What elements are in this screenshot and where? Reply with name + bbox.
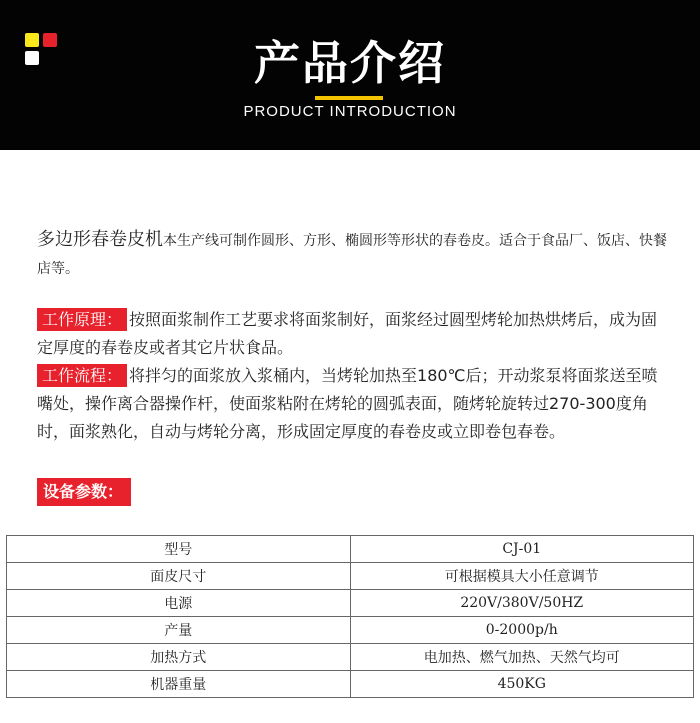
title-underline bbox=[315, 96, 383, 100]
param-value: CJ-01 bbox=[350, 536, 694, 563]
param-value: 电加热、燃气加热、天然气均可 bbox=[350, 644, 694, 671]
principle-section bbox=[37, 306, 667, 362]
table-row bbox=[7, 617, 694, 644]
page-title: 产品介绍 bbox=[254, 36, 446, 90]
table-row bbox=[7, 563, 694, 590]
param-name: 加热方式 bbox=[7, 644, 351, 671]
process-text: 将拌匀的面浆放入浆桶内，当烤轮加热至180℃后；开动浆泵将面浆送至喷嘴处，操作离合器操作杆，使面浆粘附在烤轮的圆弧表面，随烤轮旋转过270-300度角时，面浆熟化，自动与烤轮分离，形成固定厚度的春卷皮或立即卷包春卷。 bbox=[37, 366, 658, 441]
principle-text: 按照面浆制作工艺要求将面浆制好，面浆经过圆型烤轮加热烘烤后，成为固定厚度的春卷皮或者其它片状食品。 bbox=[37, 310, 658, 357]
intro-text: 本生产线可制作圆形、方形、椭圆形等形状的春卷皮。适合于食品厂、饭店、快餐店等。 bbox=[37, 233, 667, 277]
process-label: 工作流程： bbox=[37, 364, 127, 387]
header-banner bbox=[0, 0, 700, 150]
param-name: 产量 bbox=[7, 617, 351, 644]
param-value: 0-2000p/h bbox=[350, 617, 694, 644]
param-name: 电源 bbox=[7, 590, 351, 617]
param-name: 型号 bbox=[7, 536, 351, 563]
table-row bbox=[7, 590, 694, 617]
param-name: 面皮尺寸 bbox=[7, 563, 351, 590]
page-subtitle: PRODUCT INTRODUCTION bbox=[243, 103, 457, 120]
param-value: 可根据模具大小任意调节 bbox=[350, 563, 694, 590]
table-row bbox=[7, 671, 694, 698]
param-name: 机器重量 bbox=[7, 671, 351, 698]
process-section bbox=[37, 362, 667, 446]
spec-table bbox=[6, 535, 694, 698]
table-row bbox=[7, 644, 694, 671]
table-row bbox=[7, 536, 694, 563]
principle-label: 工作原理： bbox=[37, 308, 127, 331]
product-name: 多边形春卷皮机 bbox=[37, 229, 163, 250]
param-value: 450KG bbox=[350, 671, 694, 698]
params-label: 设备参数： bbox=[37, 478, 131, 506]
param-value: 220V/380V/50HZ bbox=[350, 590, 694, 617]
product-intro bbox=[37, 226, 667, 283]
